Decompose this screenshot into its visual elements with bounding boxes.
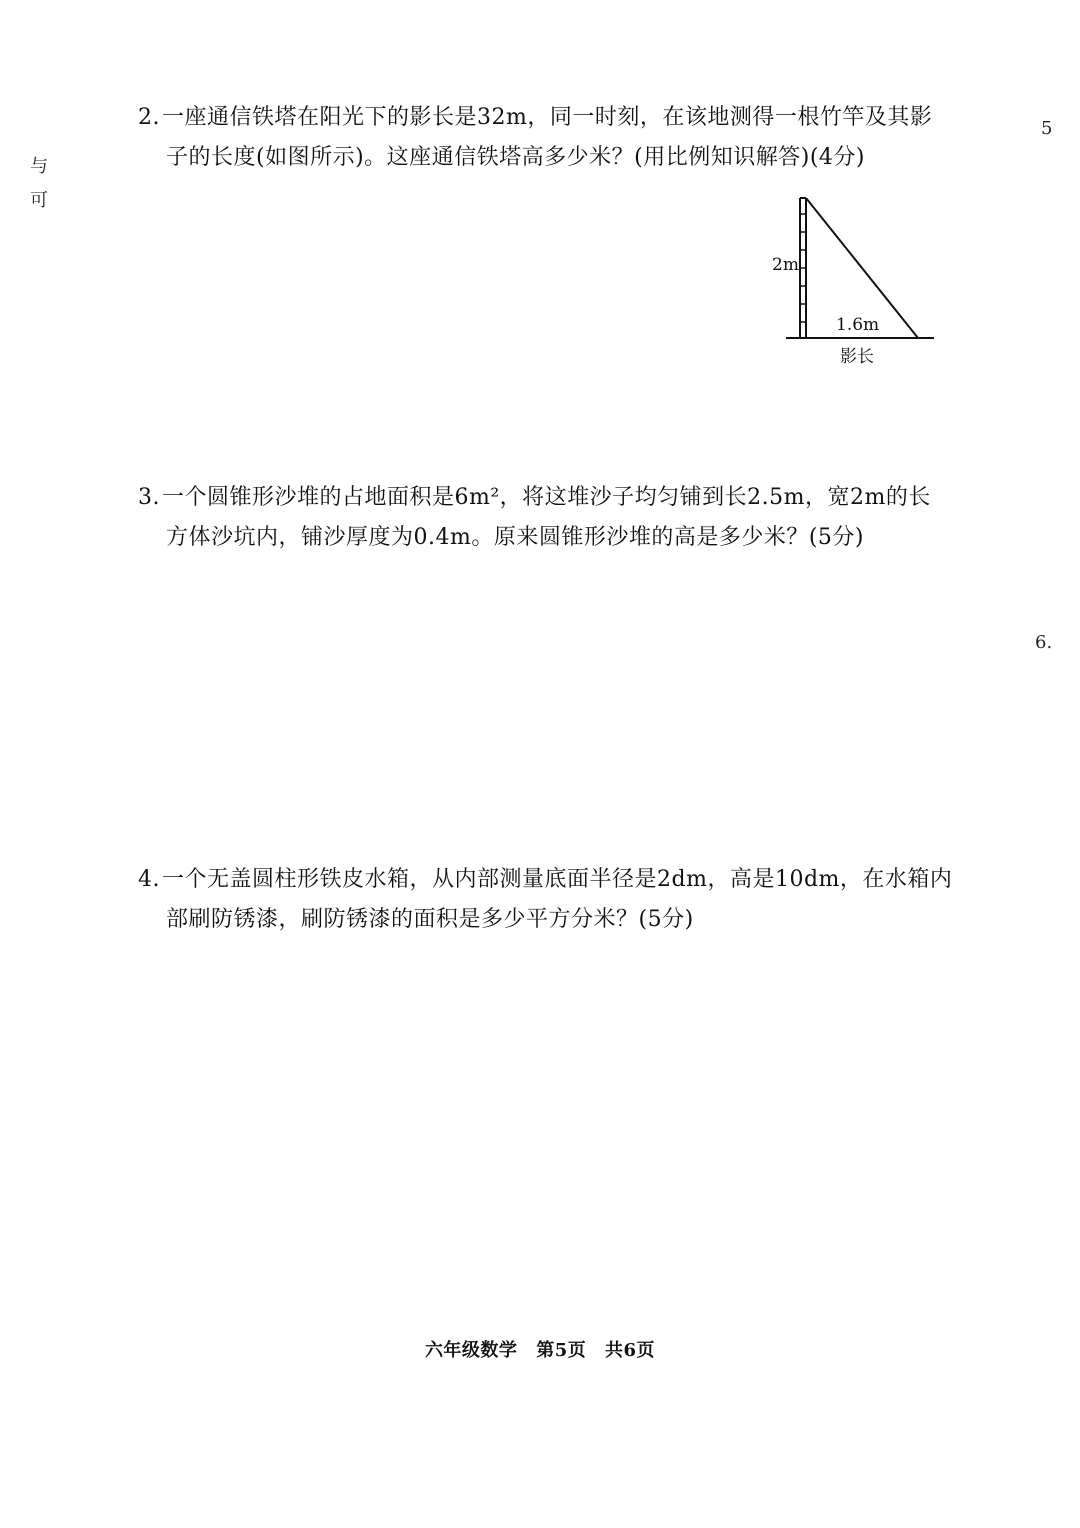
edge-fragment-right-mid: 6. (1035, 632, 1053, 653)
footer-total-pages: 共6页 (605, 1340, 656, 1361)
question-number: 3. (138, 485, 160, 510)
question-3-line-2 (138, 518, 948, 558)
question-text: 一座通信铁塔在阳光下的影长是32m，同一时刻，在该地测得一根竹竿及其影 (162, 105, 933, 130)
edge-fragment-right-top: 5 (1041, 118, 1053, 139)
pole-shadow-diagram (760, 190, 950, 370)
shadow-caption: 影长 (840, 347, 874, 367)
pole-height-label: 2m (772, 255, 799, 275)
question-4-line-2 (138, 900, 948, 940)
edge-fragment-left-2: 可 (30, 190, 48, 211)
question-4 (138, 860, 953, 940)
question-text: 方体沙坑内，铺沙厚度为0.4m。原来圆锥形沙堆的高是多少米？(5分) (166, 525, 865, 550)
question-3 (138, 478, 948, 558)
shadow-length-label: 1.6m (836, 315, 880, 335)
question-text: 部刷防锈漆，刷防锈漆的面积是多少平方分米？(5分) (166, 907, 694, 932)
footer-subject: 六年级数学 (424, 1340, 518, 1361)
question-2 (138, 98, 948, 178)
question-2-line-1 (138, 98, 948, 138)
question-text: 一个无盖圆柱形铁皮水箱，从内部测量底面半径是2dm，高是10dm，在水箱内 (162, 867, 953, 892)
question-text: 一个圆锥形沙堆的占地面积是6m²，将这堆沙子均匀铺到长2.5m，宽2m的长 (162, 485, 931, 510)
question-4-line-1 (138, 860, 953, 900)
page-footer (0, 1336, 1080, 1362)
question-2-line-2 (138, 138, 948, 178)
question-number: 2. (138, 105, 160, 130)
question-text: 子的长度(如图所示)。这座通信铁塔高多少米？(用比例知识解答)(4分) (166, 145, 865, 170)
question-3-line-1 (138, 478, 948, 518)
question-number: 4. (138, 867, 160, 892)
edge-fragment-left-1: 与 (30, 156, 48, 177)
footer-page-number: 第5页 (536, 1340, 587, 1361)
